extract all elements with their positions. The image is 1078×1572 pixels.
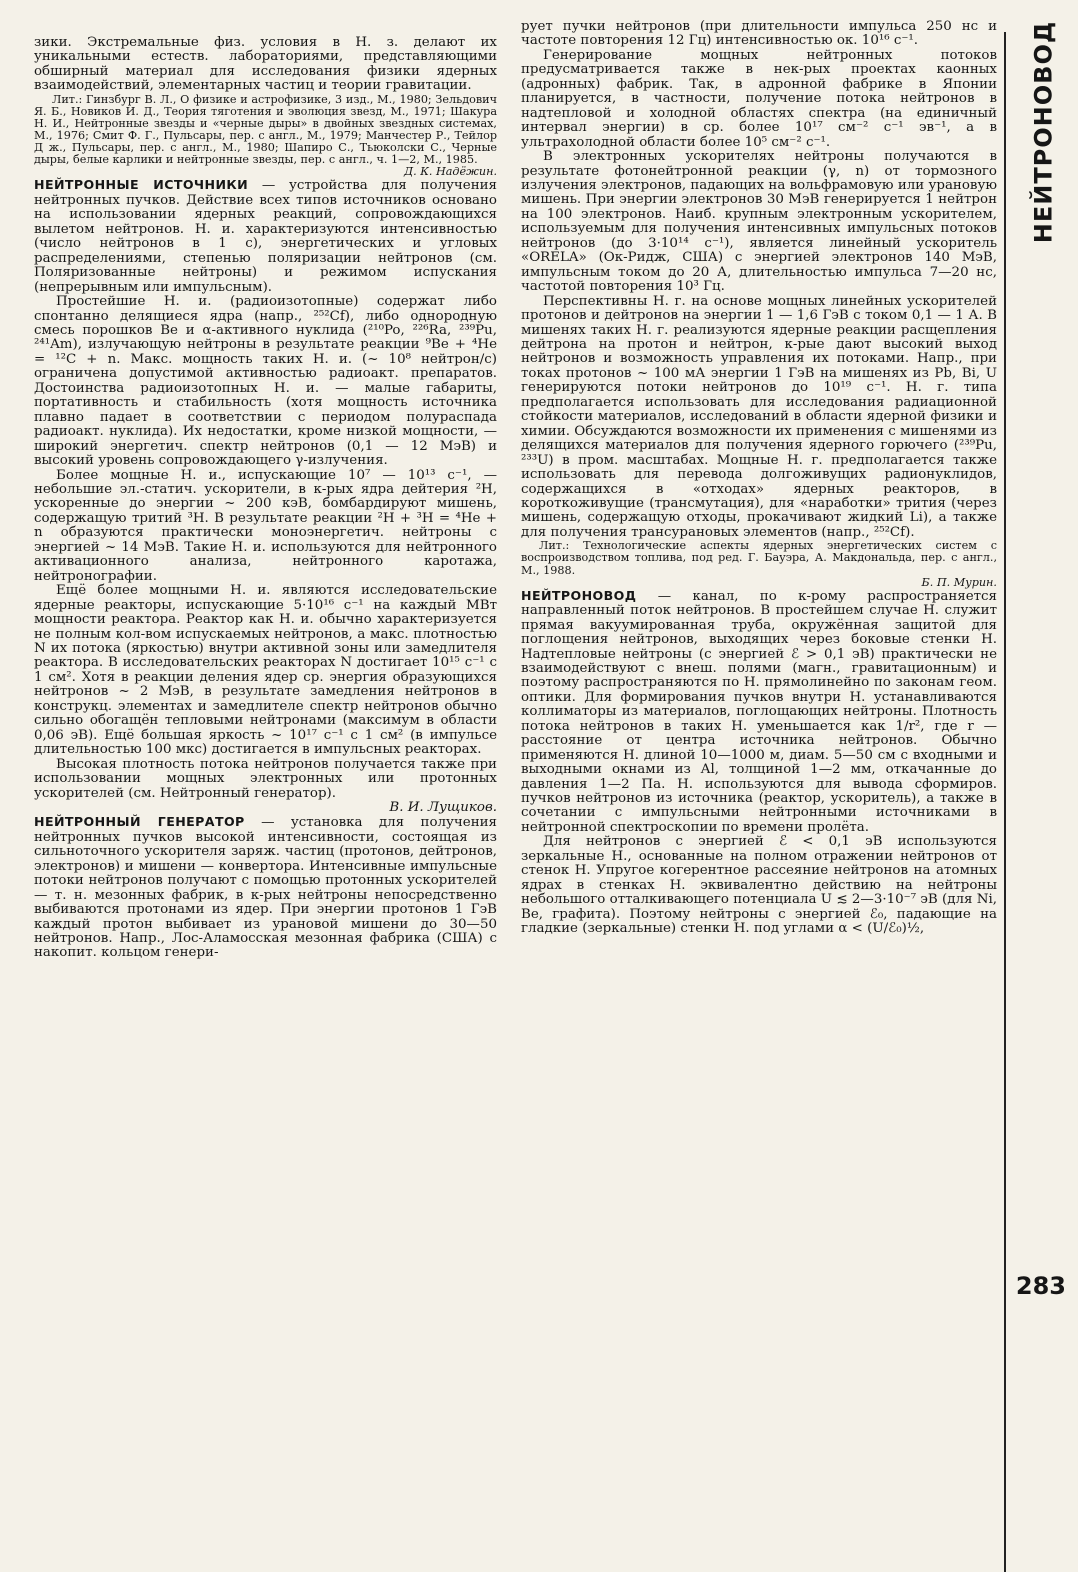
author-signature: В. И. Лущиков. [389, 799, 497, 815]
left-column [34, 36, 497, 961]
paragraph: В электронных ускорителях нейтроны получаются в результате фотонейтронной реакции (γ, n) от тормозного излучения электронов, падающих на вольфрамовую или урановую мишень. При энергии электронов 30 МэВ генерируется 1 нейтрон на 100 электронов. Наиб. крупным электронным ускорителем, используемым для получения интенсивных импульсных потоков нейтронов (до 3·10¹⁴ с⁻¹), является линейный ускоритель «ORELA» (Ок-Ридж, США) с энергией электронов 140 МэВ, импульсным током до 20 А, длительностью импульса 7—20 нс, частотой повторения 10³ Гц. [521, 149, 997, 295]
entry-neutron-guide [521, 589, 997, 836]
paragraph: Перспективны Н. г. на основе мощных линейных ускорителей протонов и дейтронов на энергии 1 — 1,6 ГэВ с током 0,1 — 1 А. В мишенях таких Н. г. реализуются ядерные реакции расщепления дейтрона на протон и нейтрон, к-рые дают высокий выход нейтронов и возможность управления их потоками. Напр., при токах протонов ~ 100 мА энергии 1 ГэВ на мишенях из Pb, Bi, U генерируются потоки нейтронов до 10¹⁹ с⁻¹. Н. г. типа предполагается использовать для исследования радиационной стойкости материалов, исследований в области ядерной физики и химии. Обсуждаются возможности их применения с мишенями из делящихся материалов для получения ядерного горючего (²³⁹Pu, ²³³U) в пром. масштабах. Мощные Н. г. предполагается также использовать для перевода долгоживущих радионуклидов, содержащихся в «отходах» ядерных реакторов, в короткоживущие (трансмутация), для «наработки» трития (через мишень, содержащую отходы, прокачивают жидкий Li), а также для получения трансурановых элементов (напр., ²⁵²Cf). [521, 293, 997, 540]
entry-neutron-sources [34, 178, 497, 295]
paragraph: Более мощные Н. и., испускающие 10⁷ — 10¹³ с⁻¹, — небольшие эл.-статич. ускорители, в к-рых ядра дейтерия ²H, ускоренные до энергии ~ 200 кэВ, бомбардируют мишень, содержащую тритий ³H. В результате реакции ²H + ³H = ⁴He + n образуются практически моноэнергетич. нейтроны с энергией ~ 14 МэВ. Такие Н. и. используются для нейтронного активационного анализа, нейтронного каротажа, нейтронографии. [34, 467, 497, 584]
paragraph: Высокая плотность потока нейтронов получается также при использовании мощных электронных или протонных ускорителей (см. Нейтронный генератор). [34, 756, 497, 801]
entry-definition: — установка для получения нейтронных пучков высокой интенсивности, состоящая из сильноточного ускорителя заряж. частиц (протонов, дейтронов, электронов) и мишени — конвертора. Интенсивные импульсные потоки нейтронов получают с помощью протонных ускорителей — т. н. мезонных фабрик, в к-рых нейтроны непосредственно выбиваются протонами из ядер. При энергии протонов 1 ГэВ каждый протон выбивает из урановой мишени до 30—50 нейтронов. Напр., Лос-Аламосская мезонная фабрика (США) с накопит. кольцом генери- [34, 815, 497, 961]
entry-headword: НЕЙТРОННЫЙ ГЕНЕРАТОР [34, 814, 245, 830]
paragraph: Простейшие Н. и. (радиоизотопные) содержат либо спонтанно делящиеся ядра (напр., ²⁵²Cf), либо однородную смесь порошков Be и α-активного нуклида (²¹⁰Po, ²²⁶Ra, ²³⁹Pu, ²⁴¹Am), излучающую нейтроны в результате реакции ⁹Be + ⁴He = ¹²C + n. Макс. мощность таких Н. и. (~ 10⁸ нейтрон/с) ограничена допустимой активностью радиоакт. препаратов. Достоинства радиоизотопных Н. и. — малые габариты, портативность и стабильность (хотя мощность источника плавно падает в соответствии с периодом полураспада радиоакт. нуклида). Их недостатки, кроме низкой мощности, — широкий энергетич. спектр нейтронов (0,1 — 12 МэВ) и высокий уровень сопровождающего γ-излучения. [34, 294, 497, 469]
running-head: НЕЙТРОНОВОД [1029, 20, 1057, 244]
bibliography: Лит.: Технологические аспекты ядерных энергетических систем с воспроизводством топлива, под ред. Г. Бауэра, А. Макдональда, пер. с англ., М., 1988. [521, 539, 997, 577]
bibliography: Лит.: Гинзбург В. Л., О физике и астрофизике, 3 изд., М., 1980; Зельдович Я. Б., Новиков И. Д., Теория тяготения и эволюция звезд, М., 1971; Шакура Н. И., Нейтронные звезды и «черные дыры» в двойных звездных системах, М., 1976; Смит Ф. Г., Пульсары, пер. с англ., М., 1979; Манчестер Р., Тейлор Д ж., Пульсары, пер. с англ., М., 1980; Шапиро С., Тьюколски С., Черные дыры, белые карлики и нейтронные звезды, пер. с англ., ч. 1—2, М., 1985. [34, 92, 497, 167]
entry-definition: — устройства для получения нейтронных пучков. Действие всех типов источников основано на использовании ядерных реакций, сопровождающихся вылетом нейтронов. Н. и. характеризуются интенсивностью (число нейтронов в 1 с), энергетических и угловых распределениями, степенью поляризации нейтронов (см. Поляризованные нейтроны) и режимом испускания (непрерывным или импульсным). [34, 178, 497, 295]
paragraph: рует пучки нейтронов (при длительности импульса 250 нс и частоте повторения 12 Гц) интенсивностью ок. 10¹⁶ с⁻¹. [521, 19, 997, 49]
page-number: 283 [1015, 1272, 1066, 1300]
paragraph: Ещё более мощными Н. и. являются исследовательские ядерные реакторы, испускающие 5·10¹⁶ с⁻¹ на каждый МВт мощности реактора. Реактор как Н. и. обычно характеризуется не полным кол-вом испускаемых нейтронов, а макс. плотностью N их потока (яркостью) внутри активной зоны или замедлителя реактора. В исследовательских реакторах N достигает 10¹⁵ с⁻¹ с 1 см². Хотя в реакции деления ядер ср. энергия образующихся нейтронов ~ 2 МэВ, в результате замедления нейтронов в конструкц. элементах и замедлителе спектр нейтронов обычно сильно обогащён тепловыми нейтронами (максимум в области 0,06 эВ). Ещё большая яркость ~ 10¹⁷ с⁻¹ с 1 см² (в импульсе длительностью 100 мкс) достигается в импульсных реакторах. [34, 583, 497, 758]
entry-definition: — канал, по к-рому распространяется направленный поток нейтронов. В простейшем случае Н. служит прямая вакуумированная труба, окружённая защитой для поглощения нейтронов, выходящих через боковые стенки Н. Надтепловые нейтроны (с энергией ℰ > 0,1 эВ) практически не взаимодействуют с внеш. полями (магн., гравитационным) и поэтому распространяются по Н. прямолинейно по законам геом. оптики. Для формирования пучков внутри Н. устанавливаются коллиматоры из материалов, поглощающих нейтроны. Плотность потока нейтронов в таких Н. уменьшается как 1/r², где r — расстояние от центра источника нейтронов. Обычно применяются Н. длиной 10—1000 м, диам. 5—50 см с входными и выходными окнами из Al, толщиной 1—2 мм, откачанные до давления 1—2 Па. Н. используются для вывода сформиров. пучков нейтронов из источника (реактор, ускоритель), а также в сочетании с импульсными нейтронными источниками в нейтронной спектроскопии по времени пролёта. [521, 588, 997, 835]
paragraph: Генерирование мощных нейтронных потоков предусматривается также в нек-рых проектах каонных (адронных) фабрик. Так, в адронной фабрике в Японии планируется, в частности, получение потока нейтронов в надтепловой и холодной областях спектра (на единичный интервал энергии) в ср. более 10¹⁷ см⁻² с⁻¹ эв⁻¹, а в ультрахолодной области более 10⁵ см⁻² с⁻¹. [521, 47, 997, 150]
paragraph: Для нейтронов с энергией ℰ < 0,1 эВ используются зеркальные Н., основанные на полном отражении нейтронов от стенок Н. Упругое когерентное рассеяние нейтронов на атомных ядрах в стенках Н. эквивалентно действию на нейтроны небольшого отталкивающего потенциала U ≲ 2—3·10⁻⁷ эВ (для Ni, Be, графита). Поэтому нейтроны с энергией ℰ₀, падающие на гладкие (зеркальные) стенки Н. под углами α < (U/ℰ₀)½, [521, 834, 997, 937]
paragraph: зики. Экстремальные физ. условия в Н. з. делают их уникальными естеств. лабораториями, представляющими обширный материал для исследования физики ядерных взаимодействий, элементарных частиц и теории гравитации. [34, 35, 497, 94]
entry-headword: НЕЙТРОННЫЕ ИСТОЧНИКИ [34, 177, 249, 193]
author-signature: Б. П. Мурин. [921, 575, 997, 589]
entry-headword: НЕЙТРОНОВОД [521, 587, 637, 603]
right-column [521, 20, 997, 937]
entry-neutron-generator [34, 815, 497, 961]
column-rule [1004, 32, 1006, 1572]
author-signature: Д. К. Надёжин. [404, 165, 497, 179]
